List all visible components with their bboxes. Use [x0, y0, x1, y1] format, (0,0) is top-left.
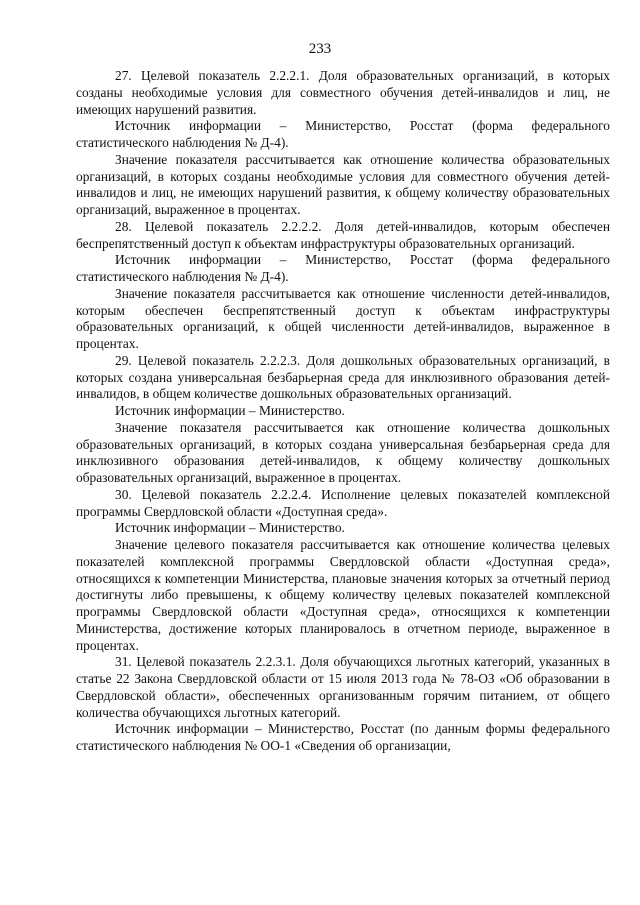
paragraph-calculation-29: Значение показателя рассчитывается как отношение количества дошкольных образовательных организаций, в которых создана универсальная безбарьерная среда для инклюзивного образования детей-инвалидов, к общему количеству дошкольных образовательных организаций, выраженное в процентах.	[76, 419, 610, 485]
paragraph-source-31: Источник информации – Министерство, Росстат (по данным формы федерального статистического наблюдения № ОО-1 «Сведения об организации,	[76, 721, 610, 753]
paragraph-calculation-28: Значение показателя рассчитывается как отношение численности детей-инвалидов, которым обеспечен беспрепятственный доступ к объектам инфраструктуры образовательных организаций, к общей численности детей-инвалидов, выраженное в процентах.	[76, 285, 610, 351]
paragraph-indicator-30: 30. Целевой показатель 2.2.2.4. Исполнение целевых показателей комплексной программы Свердловской области «Доступная среда».	[76, 486, 610, 519]
paragraph-indicator-28: 28. Целевой показатель 2.2.2.2. Доля детей-инвалидов, которым обеспечен беспрепятственный доступ к объектам инфраструктуры образовательных организаций.	[76, 218, 610, 251]
paragraph-indicator-27: 27. Целевой показатель 2.2.2.1. Доля образовательных организаций, в которых созданы необходимые условия для совместного обучения детей-инвалидов и лиц, не имеющих нарушений развития.	[76, 68, 610, 117]
paragraph-indicator-29: 29. Целевой показатель 2.2.2.3. Доля дошкольных образовательных организаций, в которых создана универсальная безбарьерная среда для инклюзивного образования детей-инвалидов, в общем количестве дошкольных образовательных организаций.	[76, 352, 610, 402]
paragraph-source-28: Источник информации – Министерство, Росстат (форма федерального статистического наблюдения № Д-4).	[76, 252, 610, 284]
paragraph-indicator-31: 31. Целевой показатель 2.2.3.1. Доля обучающихся льготных категорий, указанных в статье 22 Закона Свердловской области от 15 июля 2013 года № 78-ОЗ «Об образовании в Свердловской области», обеспеченных организованным горячим питанием, от общего количества обучающихся льготных категорий.	[76, 654, 610, 720]
paragraph-calculation-27: Значение показателя рассчитывается как отношение количества образовательных организаций, в которых созданы необходимые условия для совместного обучения детей-инвалидов и лиц, не имеющих нарушений развития, к общему количеству образовательных организаций, выраженное в процентах.	[76, 151, 610, 217]
paragraph-source-29: Источник информации – Министерство.	[115, 403, 345, 418]
paragraph-calculation-30: Значение целевого показателя рассчитывается как отношение количества целевых показателей комплексной программы Свердловской области «Доступная среда», относящихся к компетенции Министерства, плановые значения которых за отчетный период достигнуты либо превышены, к общему количеству целевых показателей комплексной программы Свердловской области «Доступная среда», относящихся к компетенции Министерства, достижение которых планировалось в отчетном периоде, выраженное в процентах.	[76, 537, 610, 653]
document-body	[76, 68, 610, 755]
paragraph-source-30: Источник информации – Министерство.	[115, 520, 345, 536]
paragraph-source-27: Источник информации – Министерство, Росстат (форма федерального статистического наблюдения № Д-4).	[76, 118, 610, 150]
page-number: 233	[308, 41, 332, 57]
